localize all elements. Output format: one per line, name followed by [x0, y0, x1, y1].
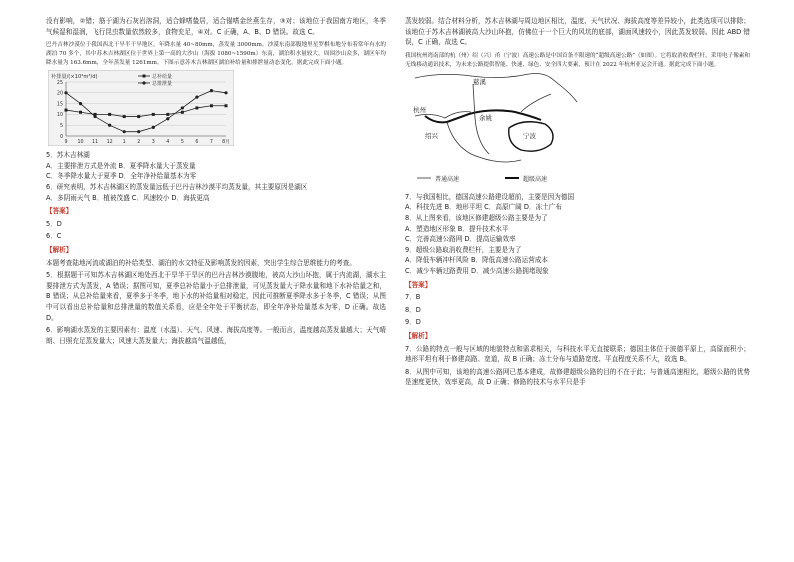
point-discharge — [195, 96, 198, 99]
x-tick-label: 4 — [166, 140, 170, 146]
analysis-tag-right: 【解析】 — [405, 331, 432, 340]
normal-highway-east — [521, 94, 551, 112]
y-tick-label: 15 — [56, 102, 63, 108]
question-5-options-ab: A．主要排泄方式是外流 B．夏季降水量大于蒸发量 — [46, 161, 196, 170]
highway-map — [411, 72, 581, 188]
point-recharge — [181, 111, 184, 114]
x-tick-label: 5 — [180, 140, 184, 146]
y-tick-label: 25 — [56, 80, 63, 86]
point-discharge — [152, 126, 155, 129]
question-9: 9．超级公路取消收费栏杆，主要是为了 — [405, 245, 522, 254]
point-discharge — [166, 117, 169, 120]
x-tick-label: 7 — [209, 140, 213, 146]
point-recharge — [79, 111, 82, 114]
x-tick-label: 10 — [77, 140, 84, 146]
legend-marker-discharge — [142, 82, 145, 85]
point-recharge — [123, 115, 126, 118]
analysis-left-2: 6．影响湖水蒸发的主要因素有：温度（水温）、天气、风速、海拔高度等。一般而言，温度越高蒸发量越大；天气晴朗、日照充足蒸发量大；风速大蒸发量大；海拔越高气温越低， — [46, 326, 386, 345]
analysis-left-0: 本题考查陆地河流或湖泊的补给类型、湖泊的水文特征及影响蒸发的因素，突出学生综合思维能力的考查。 — [46, 258, 356, 267]
legend-marker-recharge — [143, 75, 146, 78]
point-discharge — [137, 130, 140, 133]
right-intro: 蒸发较弱。结合材料分析，苏木吉林湖与周边地区相比，温度、天气状况、海拔高度等差异较小，此类选项可以排除；该地位于苏木吉林湖被高大沙山环抱，仿佛位于一个巨大的风坑的底部，湖面风速较小，因此蒸发较弱。因此 ABD 错误，C 正确，故选 C。 — [405, 17, 750, 47]
label-shaoxing: 绍兴 — [425, 131, 438, 140]
analysis-right-0: 7．公路的特点一般与区域的地貌特点和需求相关，与科技水平无直接联系；德国主体位于波德平原上，高原面积小；地形平坦有利于修建高路、宽道，故 B 正确；冻土分布与道路宽度、平直程度关系不大，故选 B。 — [405, 344, 750, 364]
x-tick-label: 9 — [64, 140, 68, 146]
y-tick-label: 10 — [56, 113, 63, 119]
point-discharge — [210, 89, 213, 92]
point-recharge — [210, 104, 213, 107]
point-recharge — [195, 107, 198, 110]
answer-6: 6．C — [46, 232, 62, 241]
x-tick-label: 2 — [137, 140, 141, 146]
label-hangzhou: 杭州 — [413, 105, 426, 114]
analysis-tag-left: 【解析】 — [46, 245, 73, 254]
recharge-discharge-chart — [48, 70, 234, 146]
chart-svg — [48, 70, 234, 146]
answer-tag-right: 【答案】 — [405, 280, 432, 289]
point-recharge — [166, 113, 169, 116]
point-recharge — [108, 113, 111, 116]
label-yuyao: 余姚 — [479, 113, 492, 122]
question-9-options-cd: C．减少车辆过路费用 D．减少高速公路拥堵现象 — [405, 266, 549, 275]
label-cixi: 慈溪 — [473, 77, 486, 86]
question-8: 8．从上图来看，该地区修建超级公路主要是为了 — [405, 213, 548, 222]
answer-tag-left: 【答案】 — [46, 207, 73, 216]
point-discharge — [108, 124, 111, 127]
analysis-right-1: 8．从图中可知，该地的高速公路网已基本建成，故修建超级公路的目的不在于此；与普通高速相比，超级公路的优势是速度更快，效率更高，故 D 正确；修路的技术与水平只是手 — [405, 367, 750, 387]
chart-ylabel: 补排量/(×10⁴m³/d) — [51, 74, 98, 81]
question-8-options-cd: C．完善高速公路网 D．提高运输效率 — [405, 235, 516, 244]
point-discharge — [93, 115, 96, 118]
left-column — [46, 16, 386, 346]
right-passage: 我国杭州湾南部的杭（州）绍（兴）甬（宁波）高速公路是中国首条不限速的“超级高速公路”（如图）。它将取消收费栏杆，采用电子像素和无线移动通讯技术，为未来公路提供智能、快速、绿色、安全四大要素，预计在 2022 年杭州亚运会开通。据此完成下面小题。 — [405, 52, 750, 68]
x-tick-label: 8月 — [222, 140, 230, 146]
point-recharge — [65, 109, 68, 112]
question-6-options: A．多阴雨天气 B．植被茂盛 C．风速较小 D．海拔更高 — [46, 193, 210, 202]
point-discharge — [181, 107, 184, 110]
point-discharge — [79, 102, 82, 105]
x-tick-label: 6 — [195, 140, 199, 146]
point-recharge — [225, 104, 228, 107]
coastline-north — [415, 73, 577, 102]
answer-7: 7．B — [405, 293, 421, 302]
legend-label-discharge: 总排泄量 — [152, 81, 173, 88]
right-column — [405, 16, 750, 388]
y-tick-label: 20 — [56, 91, 63, 97]
legend-normal-highway: 普通高速 — [435, 175, 460, 183]
y-tick-label: 0 — [59, 134, 63, 140]
chart-background — [48, 70, 234, 146]
left-passage: 巴丹吉林沙漠位于我国西北干旱半干旱地区，年降水量 40~80mm，蒸发量 3000mm。沙漠东南部腹地里星罗棋布地分布着常年有水的湖泊 70 多个，其中苏木吉林湖区位于世界上第一高的大沙山（海拔 1080~1590m）东南，湖泊积水量较大，周围沙山众多，湖区年均降水量为 163.6mm，全年蒸发量 1261mm。下图示意苏木吉林湖区湖泊补给量和排泄量动态变化。据此完成下面小题。 — [46, 42, 386, 67]
analysis-left-1: 5．根据题干可知苏木吉林湖区地处西北干旱半干旱区的巴丹吉林沙漠腹地，被高大沙山环抱，属于内流湖，湖水主要排泄方式为蒸发，A 错误；据图可知，夏季总补给量小于总排泄量，可见蒸发量大于降水量和地下水补给量之和，B 错误；从总补给量来看，夏季多于冬季，地下水的补给量相对稳定，因此可推断夏季降水多于冬季，C 错误；从图中可以看出总补给量和总排泄量的数值关系看，应是全年处于平衡状态，即全年净补给量基本为零，D 正确。故选 D。 — [46, 271, 386, 322]
question-9-options-ab: A．降低车辆冲杆风险 B．降低高速公路运营成本 — [405, 256, 549, 265]
label-ningbo: 宁波 — [523, 131, 536, 140]
map-svg — [411, 72, 581, 188]
question-6: 6．研究表明，苏木吉林湖区的蒸发量远低于巴丹吉林沙漠平均蒸发量，其主要原因是湖区 — [46, 182, 308, 191]
answer-8: 8．D — [405, 305, 421, 314]
point-recharge — [137, 115, 140, 118]
x-tick-label: 12 — [106, 140, 113, 146]
answer-9: 9．D — [405, 318, 421, 327]
y-tick-label: 5 — [59, 124, 63, 130]
question-8-options-ab: A．塑造地区形象 B．提升技术水平 — [405, 224, 509, 233]
legend-label-recharge: 总补给量 — [152, 74, 173, 81]
legend-super-highway: 超级高速 — [523, 175, 548, 183]
left-intro: 没有影响，②错；筋于湖为石灰岩溶洞，适合蜂嗜蛰居，适合锚嗜金丝燕生存，③对；该地位于我国南方地区，冬季气候湿和湿润，飞行昆虫数量依然较多，食物充足，④对。C 正确，A、B、D 错误。故选 C。 — [46, 17, 386, 36]
question-7-options: A．科技先进 B．地形平坦 C．高原广阔 D．冻土广布 — [405, 203, 562, 212]
point-discharge — [64, 91, 67, 94]
question-7: 7．与我国相比，德国高速公路建设超前，主要是因为德国 — [405, 192, 575, 201]
answer-5: 5．D — [46, 219, 62, 228]
x-tick-label: 1 — [122, 140, 126, 146]
point-recharge — [152, 113, 155, 116]
x-tick-label: 3 — [151, 140, 155, 146]
question-5: 5．苏木吉林湖 — [46, 151, 90, 160]
point-discharge — [123, 130, 126, 133]
x-tick-label: 11 — [92, 140, 99, 146]
point-discharge — [224, 91, 227, 94]
question-5-options-cd: C．冬季降水量大于夏季 D．全年净补给量基本为零 — [46, 172, 197, 181]
